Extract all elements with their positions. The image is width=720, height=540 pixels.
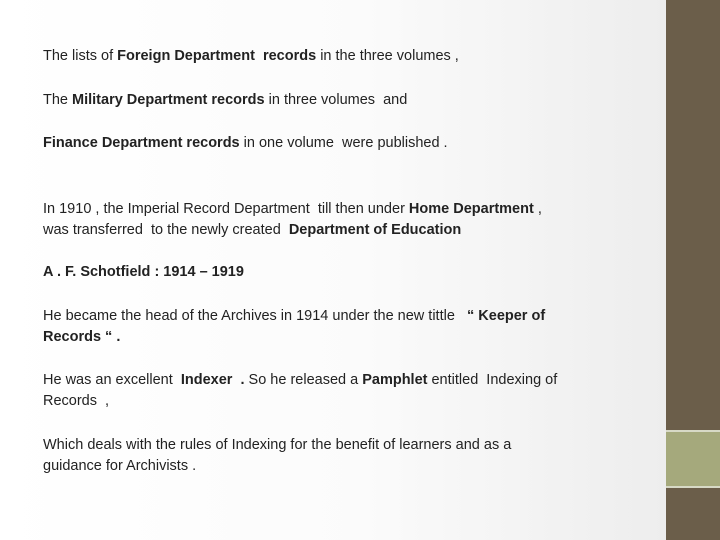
bold-text-run: Records “ .	[43, 329, 121, 345]
text-run: He became the head of the Archives in 1914 under the new tittle	[43, 308, 467, 324]
paragraph-schotfield-heading	[43, 262, 633, 283]
text-run: in three volumes and	[264, 92, 408, 108]
bold-text-run: A . F. Schotfield : 1914 – 1919	[43, 264, 244, 280]
paragraph-keeper-of-records	[43, 306, 633, 348]
text-run: The lists of	[43, 48, 118, 64]
bold-text-run: Home Department	[408, 201, 534, 217]
bold-text-run: records	[262, 48, 317, 64]
sidebar-decoration	[666, 0, 720, 540]
bold-text-run: Department of Education	[288, 222, 462, 238]
text-run: ,	[533, 201, 542, 217]
text-run: in the three volumes ,	[316, 48, 459, 64]
bold-text-run: Military Department records	[72, 92, 265, 108]
text-run: was transferred to the newly created	[43, 222, 289, 238]
paragraph-foreign-records	[43, 46, 633, 67]
text-run: guidance for Archivists .	[43, 458, 197, 474]
text-run: Records ,	[43, 393, 110, 409]
sidebar-accent-block	[666, 432, 720, 486]
text-run: entitled Indexing of	[427, 372, 558, 388]
bold-text-run: Finance Department records	[43, 135, 240, 151]
paragraph-military-records	[43, 90, 633, 111]
text-run: In 1910 , the Imperial Record Department till then under	[43, 201, 409, 217]
text-run: in one volume were published .	[239, 135, 448, 151]
bold-text-run: Indexer .	[180, 372, 245, 388]
bold-text-run: Foreign Department	[117, 48, 255, 64]
text-run: He was an excellent	[43, 372, 181, 388]
text-run	[255, 48, 263, 64]
paragraph-finance-records	[43, 133, 633, 154]
bold-text-run: Pamphlet	[362, 372, 428, 388]
text-run: Which deals with the rules of Indexing for the benefit of learners and as a	[43, 437, 512, 453]
paragraph-indexer-pamphlet	[43, 370, 633, 412]
paragraph-indexing-rules	[43, 435, 633, 477]
text-run: The	[43, 92, 73, 108]
bold-text-run: “ Keeper of	[467, 308, 546, 324]
text-run: So he released a	[244, 372, 363, 388]
sidebar-divider	[666, 486, 720, 488]
paragraph-imperial-record-department	[43, 199, 633, 241]
